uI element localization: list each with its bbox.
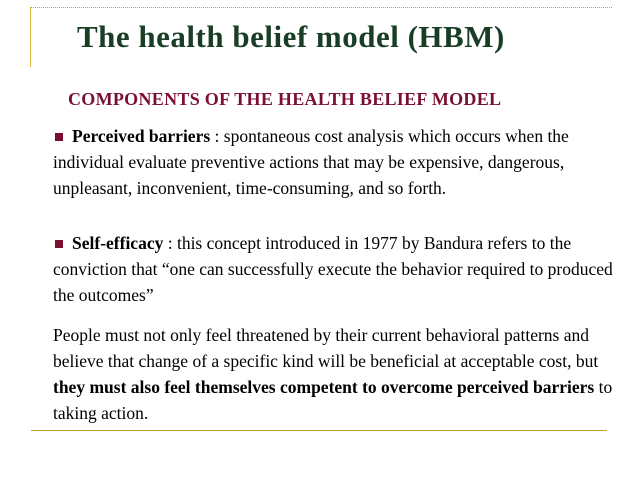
closing-text-after: to taking action.: [53, 377, 613, 423]
left-border-rule: [30, 7, 31, 67]
slide-subtitle: COMPONENTS OF THE HEALTH BELIEF MODEL: [68, 89, 502, 109]
closing-text-before: People must not only feel threatened by their current behavioral patterns and believe that change of a specific kind will be beneficial at acceptable cost, but: [53, 325, 599, 371]
bullet-term: Self-efficacy: [72, 233, 164, 253]
bullet-perceived-barriers: [53, 123, 623, 201]
closing-paragraph: [53, 322, 623, 426]
bullet-self-efficacy: [53, 230, 623, 308]
square-bullet-icon: [55, 133, 63, 141]
square-bullet-icon: [55, 240, 63, 248]
bullet-text: : spontaneous cost analysis which occurs when the individual evaluate preventive actions that may be expensive, dangerous, unpleasant, inconvenient, time-consuming, and so forth.: [53, 126, 569, 198]
closing-bold-text: they must also feel themselves competent to overcome perceived barriers: [53, 377, 595, 397]
bullet-text: : this concept introduced in 1977 by Bandura refers to the conviction that “one can successfully execute the behavior required to produced the outcomes”: [53, 233, 613, 305]
bottom-border-rule: [31, 430, 607, 431]
bullet-term: Perceived barriers: [72, 126, 211, 146]
top-border-rule: [31, 7, 612, 8]
slide-title: The health belief model (HBM): [77, 19, 505, 54]
